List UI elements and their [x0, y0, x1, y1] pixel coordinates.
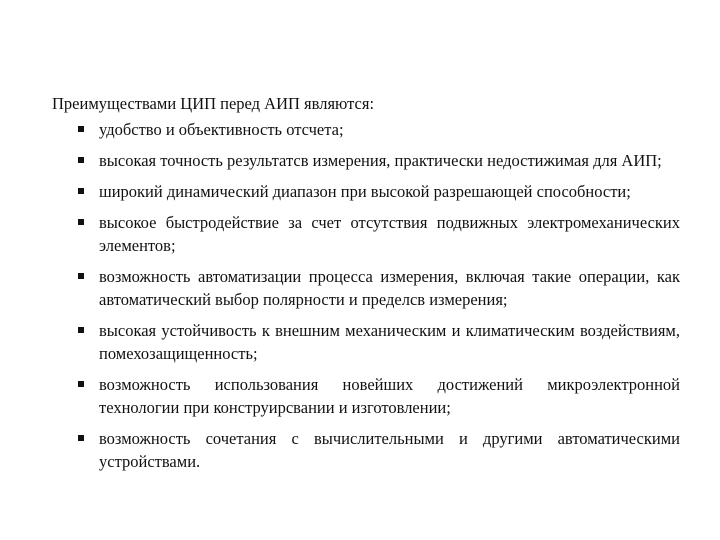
advantages-list — [52, 118, 680, 473]
list-item — [52, 149, 680, 172]
square-bullet-icon — [78, 435, 84, 441]
slide-content — [52, 92, 680, 473]
list-item-text: удобство и объективность отсчета; — [99, 120, 344, 139]
list-item-text: широкий динамический диапазон при высокой разрешающей способности; — [99, 182, 631, 201]
list-item — [52, 118, 680, 141]
list-item — [52, 211, 680, 257]
list-item-text: возможность использования новейших достижений микроэлектронной технологии при конструирсвании и изготовлении; — [99, 375, 680, 417]
intro-text: Преимуществами ЦИП перед АИП являются: — [52, 94, 375, 113]
list-item — [52, 265, 680, 311]
list-item-text: высокая устойчивость к внешним механическим и климатическим воздействиям, помехозащищенность; — [99, 321, 680, 363]
list-item-text: высокое быстродействие за счет отсутствия подвижных электромеханических элементов; — [99, 213, 680, 255]
list-item-text: возможность сочетания с вычислительными и другими автоматическими устройствами. — [99, 429, 680, 471]
square-bullet-icon — [78, 188, 84, 194]
square-bullet-icon — [78, 157, 84, 163]
square-bullet-icon — [78, 381, 84, 387]
square-bullet-icon — [78, 327, 84, 333]
square-bullet-icon — [78, 273, 84, 279]
list-item-text: возможность автоматизации процесса измерения, включая такие операции, как автоматический выбор полярности и пределсв измерения; — [99, 267, 680, 309]
square-bullet-icon — [78, 126, 84, 132]
list-item-text: высокая точность результатсв измерения, практически недостижимая для АИП; — [99, 151, 662, 170]
list-item — [52, 373, 680, 419]
square-bullet-icon — [78, 219, 84, 225]
list-item — [52, 427, 680, 473]
list-item — [52, 319, 680, 365]
list-item — [52, 180, 680, 203]
